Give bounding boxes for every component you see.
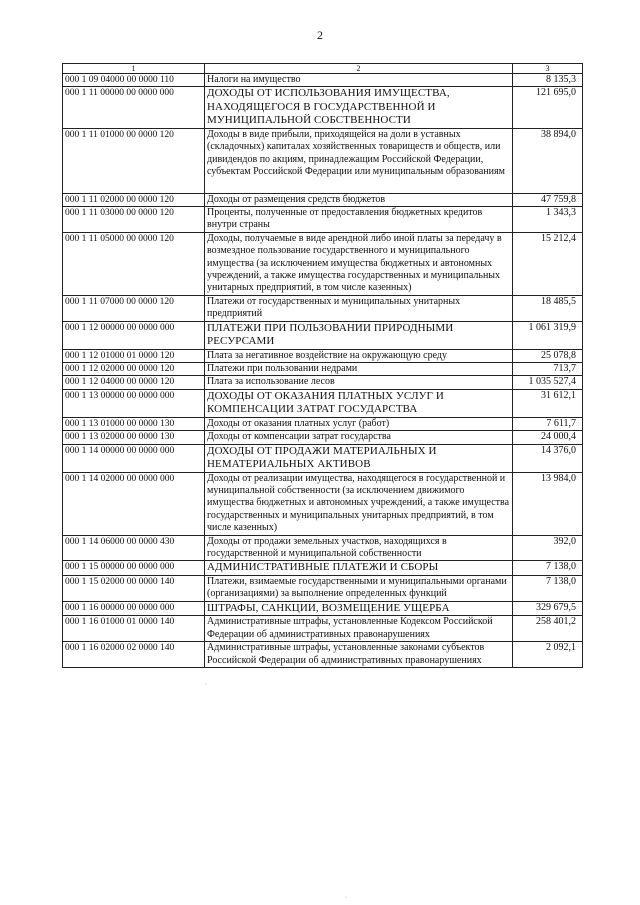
- revenue-name: ДОХОДЫ ОТ ОКАЗАНИЯ ПЛАТНЫХ УСЛУГ И КОМПЕНСАЦИИ ЗАТРАТ ГОСУДАРСТВА: [205, 389, 513, 417]
- revenue-amount: 18 485,5: [513, 295, 583, 321]
- scan-speck: ·: [345, 895, 347, 901]
- table-row-section: [63, 87, 583, 129]
- scan-speck: ·: [205, 682, 207, 688]
- revenue-amount: 7 138,0: [513, 561, 583, 576]
- revenue-name: ДОХОДЫ ОТ ИСПОЛЬЗОВАНИЯ ИМУЩЕСТВА, НАХОДЯЩЕГОСЯ В ГОСУДАРСТВЕННОЙ И МУНИЦИПАЛЬНОЙ СОБСТВЕННОСТИ: [205, 87, 513, 129]
- revenue-amount: 8 135,3: [513, 74, 583, 87]
- revenue-name: Платежи, взимаемые государственными и муниципальными органами (организациями) за выполнение определенных функций: [205, 575, 513, 601]
- revenue-amount: 121 695,0: [513, 87, 583, 129]
- revenue-code: 000 1 15 02000 00 0000 140: [63, 575, 205, 601]
- page-number: 2: [317, 28, 323, 42]
- revenue-amount: 15 212,4: [513, 232, 583, 295]
- revenue-name: Доходы в виде прибыли, приходящейся на доли в уставных (складочных) капиталах хозяйственных товариществ и обществ, или дивидендов по акциям, принадлежащим Российской Федерации, субъектам Российской Федерации или муниципальным образованиям: [205, 128, 513, 193]
- revenue-amount: 258 401,2: [513, 616, 583, 642]
- table-header-row: [63, 64, 583, 74]
- revenue-amount: 47 759,8: [513, 193, 583, 206]
- revenue-name: Доходы от реализации имущества, находящегося в государственной и муниципальной собственности (за исключением движимого имущества бюджетных и автономных учреждений, а также имущества государственных и муниципальных унитарных предприятий, в том числе казенных): [205, 472, 513, 535]
- table-row-section: [63, 601, 583, 616]
- revenue-code: 000 1 11 00000 00 0000 000: [63, 87, 205, 129]
- revenue-amount: 1 035 527,4: [513, 376, 583, 389]
- revenue-code: 000 1 09 04000 00 0000 110: [63, 74, 205, 87]
- revenue-amount: 25 078,8: [513, 349, 583, 362]
- table-row: [63, 616, 583, 642]
- table-row: [63, 128, 583, 193]
- revenue-amount: 24 000,4: [513, 431, 583, 444]
- revenue-code: 000 1 12 02000 00 0000 120: [63, 363, 205, 376]
- table-row: [63, 295, 583, 321]
- table-row-section: [63, 444, 583, 472]
- revenue-amount: 31 612,1: [513, 389, 583, 417]
- revenue-name: Плата за использование лесов: [205, 376, 513, 389]
- revenue-amount: 7 138,0: [513, 575, 583, 601]
- table-header: [63, 64, 583, 74]
- revenue-code: 000 1 16 02000 02 0000 140: [63, 642, 205, 668]
- revenue-code: 000 1 14 06000 00 0000 430: [63, 535, 205, 561]
- revenue-name: Административные штрафы, установленные законами субъектов Российской Федерации об административных правонарушениях: [205, 642, 513, 668]
- revenue-amount: 392,0: [513, 535, 583, 561]
- revenue-name: Платежи при пользовании недрами: [205, 363, 513, 376]
- revenue-name: Платежи от государственных и муниципальных унитарных предприятий: [205, 295, 513, 321]
- table-row: [63, 575, 583, 601]
- table-row: [63, 642, 583, 668]
- revenue-amount: 1 343,3: [513, 206, 583, 232]
- revenue-code: 000 1 11 03000 00 0000 120: [63, 206, 205, 232]
- revenue-name: Налоги на имущество: [205, 74, 513, 87]
- column-header-2: 2: [205, 64, 513, 74]
- revenue-code: 000 1 14 02000 00 0000 000: [63, 472, 205, 535]
- revenue-code: 000 1 12 04000 00 0000 120: [63, 376, 205, 389]
- revenue-code: 000 1 16 00000 00 0000 000: [63, 601, 205, 616]
- column-header-1: 1: [63, 64, 205, 74]
- revenue-name: АДМИНИСТРАТИВНЫЕ ПЛАТЕЖИ И СБОРЫ: [205, 561, 513, 576]
- revenue-code: 000 1 13 00000 00 0000 000: [63, 389, 205, 417]
- revenue-name: ШТРАФЫ, САНКЦИИ, ВОЗМЕЩЕНИЕ УЩЕРБА: [205, 601, 513, 616]
- revenue-code: 000 1 12 00000 00 0000 000: [63, 321, 205, 349]
- table-row-section: [63, 389, 583, 417]
- revenue-amount: 1 061 319,9: [513, 321, 583, 349]
- table-row: [63, 232, 583, 295]
- table-row: [63, 376, 583, 389]
- table-row: [63, 363, 583, 376]
- revenue-amount: 713,7: [513, 363, 583, 376]
- revenue-code: 000 1 15 00000 00 0000 000: [63, 561, 205, 576]
- revenue-code: 000 1 11 07000 00 0000 120: [63, 295, 205, 321]
- column-header-3: 3: [513, 64, 583, 74]
- revenue-amount: 38 894,0: [513, 128, 583, 193]
- revenue-code: 000 1 16 01000 01 0000 140: [63, 616, 205, 642]
- revenue-name: Доходы от оказания платных услуг (работ): [205, 417, 513, 430]
- revenue-name: Доходы от размещения средств бюджетов: [205, 193, 513, 206]
- table-row: [63, 349, 583, 362]
- revenue-code: 000 1 13 02000 00 0000 130: [63, 431, 205, 444]
- table-row-section: [63, 561, 583, 576]
- table-row: [63, 472, 583, 535]
- table-row: [63, 206, 583, 232]
- revenue-code: 000 1 12 01000 01 0000 120: [63, 349, 205, 362]
- revenue-amount: 7 611,7: [513, 417, 583, 430]
- revenue-name: Доходы от продажи земельных участков, находящихся в государственной и муниципальной собственности: [205, 535, 513, 561]
- revenue-name: Доходы от компенсации затрат государства: [205, 431, 513, 444]
- revenue-name: Доходы, получаемые в виде арендной либо иной платы за передачу в возмездное пользование государственного и муниципального имущества (за исключением имущества бюджетных и автономных учреждений, а также имущества государственных и муниципальных унитарных предприятий, в том числе казенных): [205, 232, 513, 295]
- revenue-name: Административные штрафы, установленные Кодексом Российской Федерации об административных правонарушениях: [205, 616, 513, 642]
- revenue-code: 000 1 11 02000 00 0000 120: [63, 193, 205, 206]
- table-row: [63, 74, 583, 87]
- revenue-amount: 2 092,1: [513, 642, 583, 668]
- revenue-name: ПЛАТЕЖИ ПРИ ПОЛЬЗОВАНИИ ПРИРОДНЫМИ РЕСУРСАМИ: [205, 321, 513, 349]
- revenue-name: Проценты, полученные от предоставления бюджетных кредитов внутри страны: [205, 206, 513, 232]
- revenue-name: Плата за негативное воздействие на окружающую среду: [205, 349, 513, 362]
- table-row-section: [63, 321, 583, 349]
- revenue-table: [62, 63, 583, 668]
- revenue-code: 000 1 11 05000 00 0000 120: [63, 232, 205, 295]
- revenue-amount: 329 679,5: [513, 601, 583, 616]
- revenue-code: 000 1 14 00000 00 0000 000: [63, 444, 205, 472]
- revenue-amount: 13 984,0: [513, 472, 583, 535]
- table-row: [63, 193, 583, 206]
- table-body: [63, 74, 583, 668]
- revenue-code: 000 1 13 01000 00 0000 130: [63, 417, 205, 430]
- revenue-name: ДОХОДЫ ОТ ПРОДАЖИ МАТЕРИАЛЬНЫХ И НЕМАТЕРИАЛЬНЫХ АКТИВОВ: [205, 444, 513, 472]
- table-row: [63, 417, 583, 430]
- revenue-amount: 14 376,0: [513, 444, 583, 472]
- revenue-code: 000 1 11 01000 00 0000 120: [63, 128, 205, 193]
- table-row: [63, 431, 583, 444]
- table-row: [63, 535, 583, 561]
